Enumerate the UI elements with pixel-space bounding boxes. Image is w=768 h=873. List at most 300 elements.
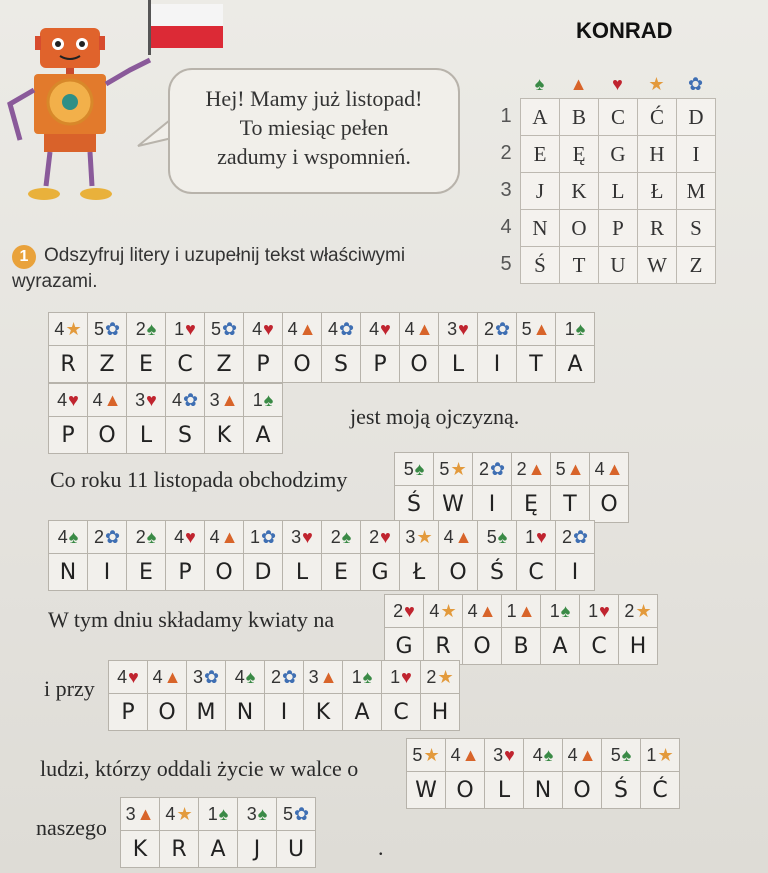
puzzle-table	[384, 594, 658, 665]
answer-cell[interactable]: E	[127, 554, 166, 591]
code-cell	[361, 521, 400, 554]
star-icon: ★	[416, 526, 433, 547]
code-number: 1	[390, 666, 401, 687]
cipher-letter-cell: U	[598, 246, 638, 284]
code-number: 1	[207, 803, 218, 824]
spade-icon: ♠	[245, 666, 256, 687]
code-number: 1	[588, 600, 599, 621]
star-icon: ★	[65, 318, 82, 339]
code-number: 5	[403, 458, 414, 479]
heart-icon: ♥	[146, 389, 157, 410]
code-number: 1	[252, 389, 263, 410]
star-icon: ★	[423, 744, 440, 765]
task-text: Odszyfruj litery i uzupełnij tekst właściwymi wyrazami.	[12, 245, 406, 292]
answer-cell[interactable]: E	[322, 554, 361, 591]
code-cell	[400, 313, 439, 346]
answer-cell[interactable]: I	[265, 694, 304, 731]
answer-cell[interactable]: I	[556, 554, 595, 591]
answer-cell[interactable]: Ć	[641, 772, 680, 809]
flower-icon: ✿	[494, 318, 511, 339]
code-number: 5	[412, 744, 423, 765]
code-number: 4	[57, 389, 68, 410]
cipher-letter-cell: P	[598, 209, 638, 247]
heart-icon: ♥	[504, 744, 515, 765]
code-number: 2	[426, 666, 437, 687]
code-number: 1	[564, 318, 575, 339]
code-cell	[121, 798, 160, 831]
star-icon: ★	[440, 600, 457, 621]
answer-row	[49, 554, 595, 591]
answer-cell[interactable]: R	[49, 346, 88, 383]
answer-cell[interactable]: C	[166, 346, 205, 383]
sentence-text: naszego	[36, 815, 107, 840]
code-cell	[473, 453, 512, 486]
answer-cell[interactable]: O	[563, 772, 602, 809]
triangle-icon: ▲	[319, 666, 338, 687]
flower-icon: ✿	[221, 318, 238, 339]
puzzle-table	[48, 520, 595, 591]
task-number-badge: 1	[12, 245, 36, 269]
spade-icon: ♠	[146, 318, 157, 339]
cipher-letter-cell: O	[559, 209, 599, 247]
code-number: 4	[567, 744, 578, 765]
answer-cell[interactable]: H	[619, 628, 658, 665]
code-cell	[424, 595, 463, 628]
cipher-row-number: 5	[500, 253, 512, 275]
code-number: 2	[330, 526, 341, 547]
code-number: 5	[521, 318, 532, 339]
code-number: 1	[249, 526, 260, 547]
heart-icon: ♥	[380, 526, 391, 547]
code-cell	[244, 313, 283, 346]
code-number: 2	[483, 318, 494, 339]
code-number: 3	[405, 526, 416, 547]
cipher-letter-cell: M	[676, 172, 716, 210]
answer-cell[interactable]: O	[205, 554, 244, 591]
star-icon: ★	[648, 74, 665, 94]
answer-cell[interactable]: U	[277, 831, 316, 868]
answer-cell[interactable]: O	[88, 417, 127, 454]
code-number: 4	[404, 318, 415, 339]
code-number: 3	[246, 803, 257, 824]
code-cell	[361, 313, 400, 346]
sentence-text: i przy	[44, 676, 95, 701]
flower-icon: ✿	[293, 803, 310, 824]
code-cell	[226, 661, 265, 694]
code-number: 4	[369, 318, 380, 339]
star-icon: ★	[437, 666, 454, 687]
code-number: 2	[478, 458, 489, 479]
code-cell	[551, 453, 590, 486]
answer-cell[interactable]: N	[524, 772, 563, 809]
heart-icon: ♥	[185, 318, 196, 339]
answer-cell[interactable]: P	[166, 554, 205, 591]
code-number: 2	[369, 526, 380, 547]
answer-cell[interactable]: R	[160, 831, 199, 868]
code-number: 4	[287, 318, 298, 339]
triangle-icon: ▲	[163, 666, 182, 687]
cipher-row-number: 1	[500, 105, 512, 127]
flower-icon: ✿	[572, 526, 589, 547]
sentence-text: W tym dniu składamy kwiaty na	[48, 607, 335, 632]
code-cell	[304, 661, 343, 694]
cipher-letter-cell: B	[559, 98, 599, 136]
spade-icon: ♠	[621, 744, 632, 765]
code-cell	[244, 384, 283, 417]
answer-cell[interactable]: D	[244, 554, 283, 591]
code-number: 3	[209, 389, 220, 410]
spade-icon: ♠	[543, 744, 554, 765]
answer-cell[interactable]: I	[473, 486, 512, 523]
code-number: 4	[234, 666, 245, 687]
answer-cell[interactable]: L	[485, 772, 524, 809]
spade-icon: ♠	[414, 458, 425, 479]
answer-cell[interactable]: O	[400, 346, 439, 383]
code-number: 1	[646, 744, 657, 765]
cipher-letter-cell: W	[637, 246, 677, 284]
answer-cell[interactable]: H	[421, 694, 460, 731]
code-cell	[88, 521, 127, 554]
cipher-row-number: 4	[500, 216, 512, 238]
sentence-period: .	[378, 835, 384, 860]
triangle-icon: ▲	[578, 744, 597, 765]
answer-cell[interactable]: N	[49, 554, 88, 591]
answer-cell[interactable]: T	[517, 346, 556, 383]
code-number: 1	[351, 666, 362, 687]
code-row	[407, 739, 680, 772]
speech-bubble	[168, 68, 460, 194]
spade-icon: ♠	[68, 526, 79, 547]
answer-cell[interactable]: O	[148, 694, 187, 731]
cipher-row-number: 3	[500, 179, 512, 201]
code-number: 4	[594, 458, 605, 479]
triangle-icon: ▲	[569, 74, 588, 94]
sentence-text: jest moją ojczyzną.	[350, 404, 520, 429]
cipher-letter-cell: E	[520, 135, 560, 173]
code-number: 4	[252, 318, 263, 339]
heart-icon: ♥	[68, 389, 79, 410]
code-cell	[166, 521, 205, 554]
triangle-icon: ▲	[478, 600, 497, 621]
code-cell	[322, 313, 361, 346]
code-cell	[49, 313, 88, 346]
answer-cell[interactable]: S	[322, 346, 361, 383]
code-number: 4	[327, 318, 338, 339]
answer-cell[interactable]: K	[205, 417, 244, 454]
code-number: 2	[135, 526, 146, 547]
code-number: 5	[210, 318, 221, 339]
answer-cell[interactable]: A	[556, 346, 595, 383]
answer-cell[interactable]: O	[439, 554, 478, 591]
answer-row	[109, 694, 460, 731]
code-number: 4	[117, 666, 128, 687]
code-row	[49, 313, 595, 346]
puzzle-table	[120, 797, 316, 868]
code-cell	[244, 521, 283, 554]
triangle-icon: ▲	[220, 526, 239, 547]
answer-cell[interactable]: K	[304, 694, 343, 731]
code-number: 4	[165, 803, 176, 824]
code-cell	[446, 739, 485, 772]
cipher-row-number: 2	[500, 142, 512, 164]
code-cell	[127, 521, 166, 554]
answer-cell[interactable]: Ś	[395, 486, 434, 523]
code-cell	[199, 798, 238, 831]
triangle-icon: ▲	[415, 318, 434, 339]
answer-cell[interactable]: L	[283, 554, 322, 591]
code-number: 1	[506, 600, 517, 621]
code-cell	[641, 739, 680, 772]
answer-cell[interactable]: O	[446, 772, 485, 809]
answer-cell[interactable]: Z	[205, 346, 244, 383]
code-cell	[421, 661, 460, 694]
spade-icon: ♠	[218, 803, 229, 824]
cipher-letter-cell: Ę	[559, 135, 599, 173]
code-cell	[439, 521, 478, 554]
code-cell	[49, 521, 88, 554]
code-number: 3	[493, 744, 504, 765]
answer-cell[interactable]: A	[343, 694, 382, 731]
triangle-icon: ▲	[527, 458, 546, 479]
answer-cell[interactable]: W	[434, 486, 473, 523]
code-row	[385, 595, 658, 628]
cipher-letter-cell: K	[559, 172, 599, 210]
cipher-letter-cell: C	[598, 98, 638, 136]
sentence-text: Co roku 11 listopada obchodzimy	[50, 467, 348, 492]
code-cell	[322, 521, 361, 554]
code-cell	[485, 739, 524, 772]
cipher-letter-cell: T	[559, 246, 599, 284]
code-number: 4	[532, 744, 543, 765]
triangle-icon: ▲	[517, 600, 536, 621]
speech-line: zadumy i wspomnień.	[217, 144, 411, 169]
answer-cell[interactable]: Ś	[602, 772, 641, 809]
robot-illustration	[0, 0, 170, 210]
answer-cell[interactable]: A	[541, 628, 580, 665]
cipher-letter-cell: S	[676, 209, 716, 247]
code-cell	[463, 595, 502, 628]
cipher-letter-cell: G	[598, 135, 638, 173]
code-number: 4	[171, 389, 182, 410]
code-number: 2	[393, 600, 404, 621]
answer-cell[interactable]: M	[187, 694, 226, 731]
answer-cell[interactable]: L	[439, 346, 478, 383]
code-cell	[127, 313, 166, 346]
triangle-icon: ▲	[103, 389, 122, 410]
answer-cell[interactable]: Ę	[512, 486, 551, 523]
code-number: 2	[516, 458, 527, 479]
speech-line: Hej! Mamy już listopad!	[205, 86, 423, 111]
code-cell	[580, 595, 619, 628]
spade-icon: ♠	[362, 666, 373, 687]
answer-cell[interactable]: C	[517, 554, 556, 591]
triangle-icon: ▲	[136, 803, 155, 824]
puzzle-table	[394, 452, 629, 523]
triangle-icon: ▲	[461, 744, 480, 765]
puzzle-table	[48, 312, 595, 383]
code-cell	[590, 453, 629, 486]
code-row	[121, 798, 316, 831]
code-number: 1	[549, 600, 560, 621]
cipher-letter-cell: I	[676, 135, 716, 173]
task-instruction	[12, 243, 472, 294]
answer-cell[interactable]: T	[551, 486, 590, 523]
code-number: 4	[467, 600, 478, 621]
code-cell	[385, 595, 424, 628]
answer-cell[interactable]: Ł	[400, 554, 439, 591]
code-number: 5	[93, 318, 104, 339]
puzzle-table	[406, 738, 680, 809]
flower-icon: ✿	[104, 526, 121, 547]
code-number: 3	[192, 666, 203, 687]
heart-icon: ♥	[536, 526, 547, 547]
cipher-letter-cell: J	[520, 172, 560, 210]
answer-cell[interactable]: Ś	[478, 554, 517, 591]
code-cell	[109, 661, 148, 694]
answer-cell[interactable]: B	[502, 628, 541, 665]
cipher-row	[492, 135, 715, 172]
answer-cell[interactable]: S	[166, 417, 205, 454]
flower-icon: ✿	[281, 666, 298, 687]
flower-icon: ✿	[104, 318, 121, 339]
answer-cell[interactable]: P	[244, 346, 283, 383]
code-cell	[238, 798, 277, 831]
answer-cell[interactable]: O	[283, 346, 322, 383]
code-cell	[478, 313, 517, 346]
code-number: 3	[125, 803, 136, 824]
heart-icon: ♥	[612, 74, 623, 94]
answer-cell[interactable]: W	[407, 772, 446, 809]
answer-cell[interactable]: E	[127, 346, 166, 383]
spade-icon: ♠	[263, 389, 274, 410]
code-cell	[512, 453, 551, 486]
spade-icon: ♠	[575, 318, 586, 339]
answer-cell[interactable]: A	[244, 417, 283, 454]
answer-cell[interactable]: G	[361, 554, 400, 591]
code-cell	[88, 313, 127, 346]
answer-cell[interactable]: Z	[88, 346, 127, 383]
code-cell	[277, 798, 316, 831]
spade-icon: ♠	[146, 526, 157, 547]
heart-icon: ♥	[185, 526, 196, 547]
polish-flag-icon	[148, 0, 226, 55]
code-cell	[160, 798, 199, 831]
cipher-letter-cell: N	[520, 209, 560, 247]
code-cell	[265, 661, 304, 694]
student-name: KONRAD	[576, 18, 673, 43]
heart-icon: ♥	[401, 666, 412, 687]
code-cell	[556, 313, 595, 346]
code-cell	[205, 313, 244, 346]
code-number: 3	[291, 526, 302, 547]
heart-icon: ♥	[128, 666, 139, 687]
answer-cell[interactable]: O	[590, 486, 629, 523]
code-cell	[283, 521, 322, 554]
answer-cell[interactable]: I	[88, 554, 127, 591]
cipher-letter-cell: Z	[676, 246, 716, 284]
code-number: 1	[174, 318, 185, 339]
flower-icon: ✿	[182, 389, 199, 410]
cipher-symbol-header	[520, 70, 715, 98]
code-cell	[434, 453, 473, 486]
code-cell	[187, 661, 226, 694]
flower-icon: ✿	[203, 666, 220, 687]
star-icon: ★	[450, 458, 467, 479]
code-number: 4	[429, 600, 440, 621]
answer-cell[interactable]: L	[127, 417, 166, 454]
heart-icon: ♥	[263, 318, 274, 339]
answer-cell[interactable]: C	[382, 694, 421, 731]
code-cell	[205, 384, 244, 417]
code-number: 5	[555, 458, 566, 479]
heart-icon: ♥	[599, 600, 610, 621]
answer-cell[interactable]: A	[199, 831, 238, 868]
code-number: 3	[308, 666, 319, 687]
answer-cell[interactable]: O	[463, 628, 502, 665]
code-cell	[148, 661, 187, 694]
code-cell	[619, 595, 658, 628]
answer-row	[407, 772, 680, 809]
flower-icon: ✿	[338, 318, 355, 339]
code-number: 5	[282, 803, 293, 824]
spade-icon: ♠	[534, 74, 545, 94]
code-cell	[541, 595, 580, 628]
answer-cell[interactable]: P	[109, 694, 148, 731]
answer-cell[interactable]: C	[580, 628, 619, 665]
code-cell	[407, 739, 446, 772]
code-cell	[283, 313, 322, 346]
heart-icon: ♥	[380, 318, 391, 339]
code-number: 4	[443, 526, 454, 547]
code-cell	[502, 595, 541, 628]
triangle-icon: ▲	[532, 318, 551, 339]
cipher-letter-cell: Ś	[520, 246, 560, 284]
triangle-icon: ▲	[220, 389, 239, 410]
answer-cell[interactable]: P	[361, 346, 400, 383]
code-number: 5	[610, 744, 621, 765]
answer-cell[interactable]: P	[49, 417, 88, 454]
answer-cell[interactable]: K	[121, 831, 160, 868]
code-cell	[166, 384, 205, 417]
code-cell	[563, 739, 602, 772]
heart-icon: ♥	[302, 526, 313, 547]
star-icon: ★	[176, 803, 193, 824]
triangle-icon: ▲	[566, 458, 585, 479]
code-cell	[556, 521, 595, 554]
cipher-row	[492, 246, 715, 283]
code-cell	[400, 521, 439, 554]
answer-cell[interactable]: I	[478, 346, 517, 383]
code-number: 2	[270, 666, 281, 687]
answer-row	[395, 486, 629, 523]
answer-row	[385, 628, 658, 665]
answer-cell[interactable]: G	[385, 628, 424, 665]
cipher-letter-cell: D	[676, 98, 716, 136]
answer-row	[49, 417, 283, 454]
code-number: 2	[135, 318, 146, 339]
code-cell	[439, 313, 478, 346]
code-number: 3	[447, 318, 458, 339]
puzzle-table	[108, 660, 460, 731]
answer-cell[interactable]: R	[424, 628, 463, 665]
cipher-letter-cell: R	[637, 209, 677, 247]
answer-cell[interactable]: J	[238, 831, 277, 868]
cipher-row	[492, 209, 715, 246]
answer-cell[interactable]: N	[226, 694, 265, 731]
code-cell	[395, 453, 434, 486]
code-number: 4	[54, 318, 65, 339]
star-icon: ★	[635, 600, 652, 621]
